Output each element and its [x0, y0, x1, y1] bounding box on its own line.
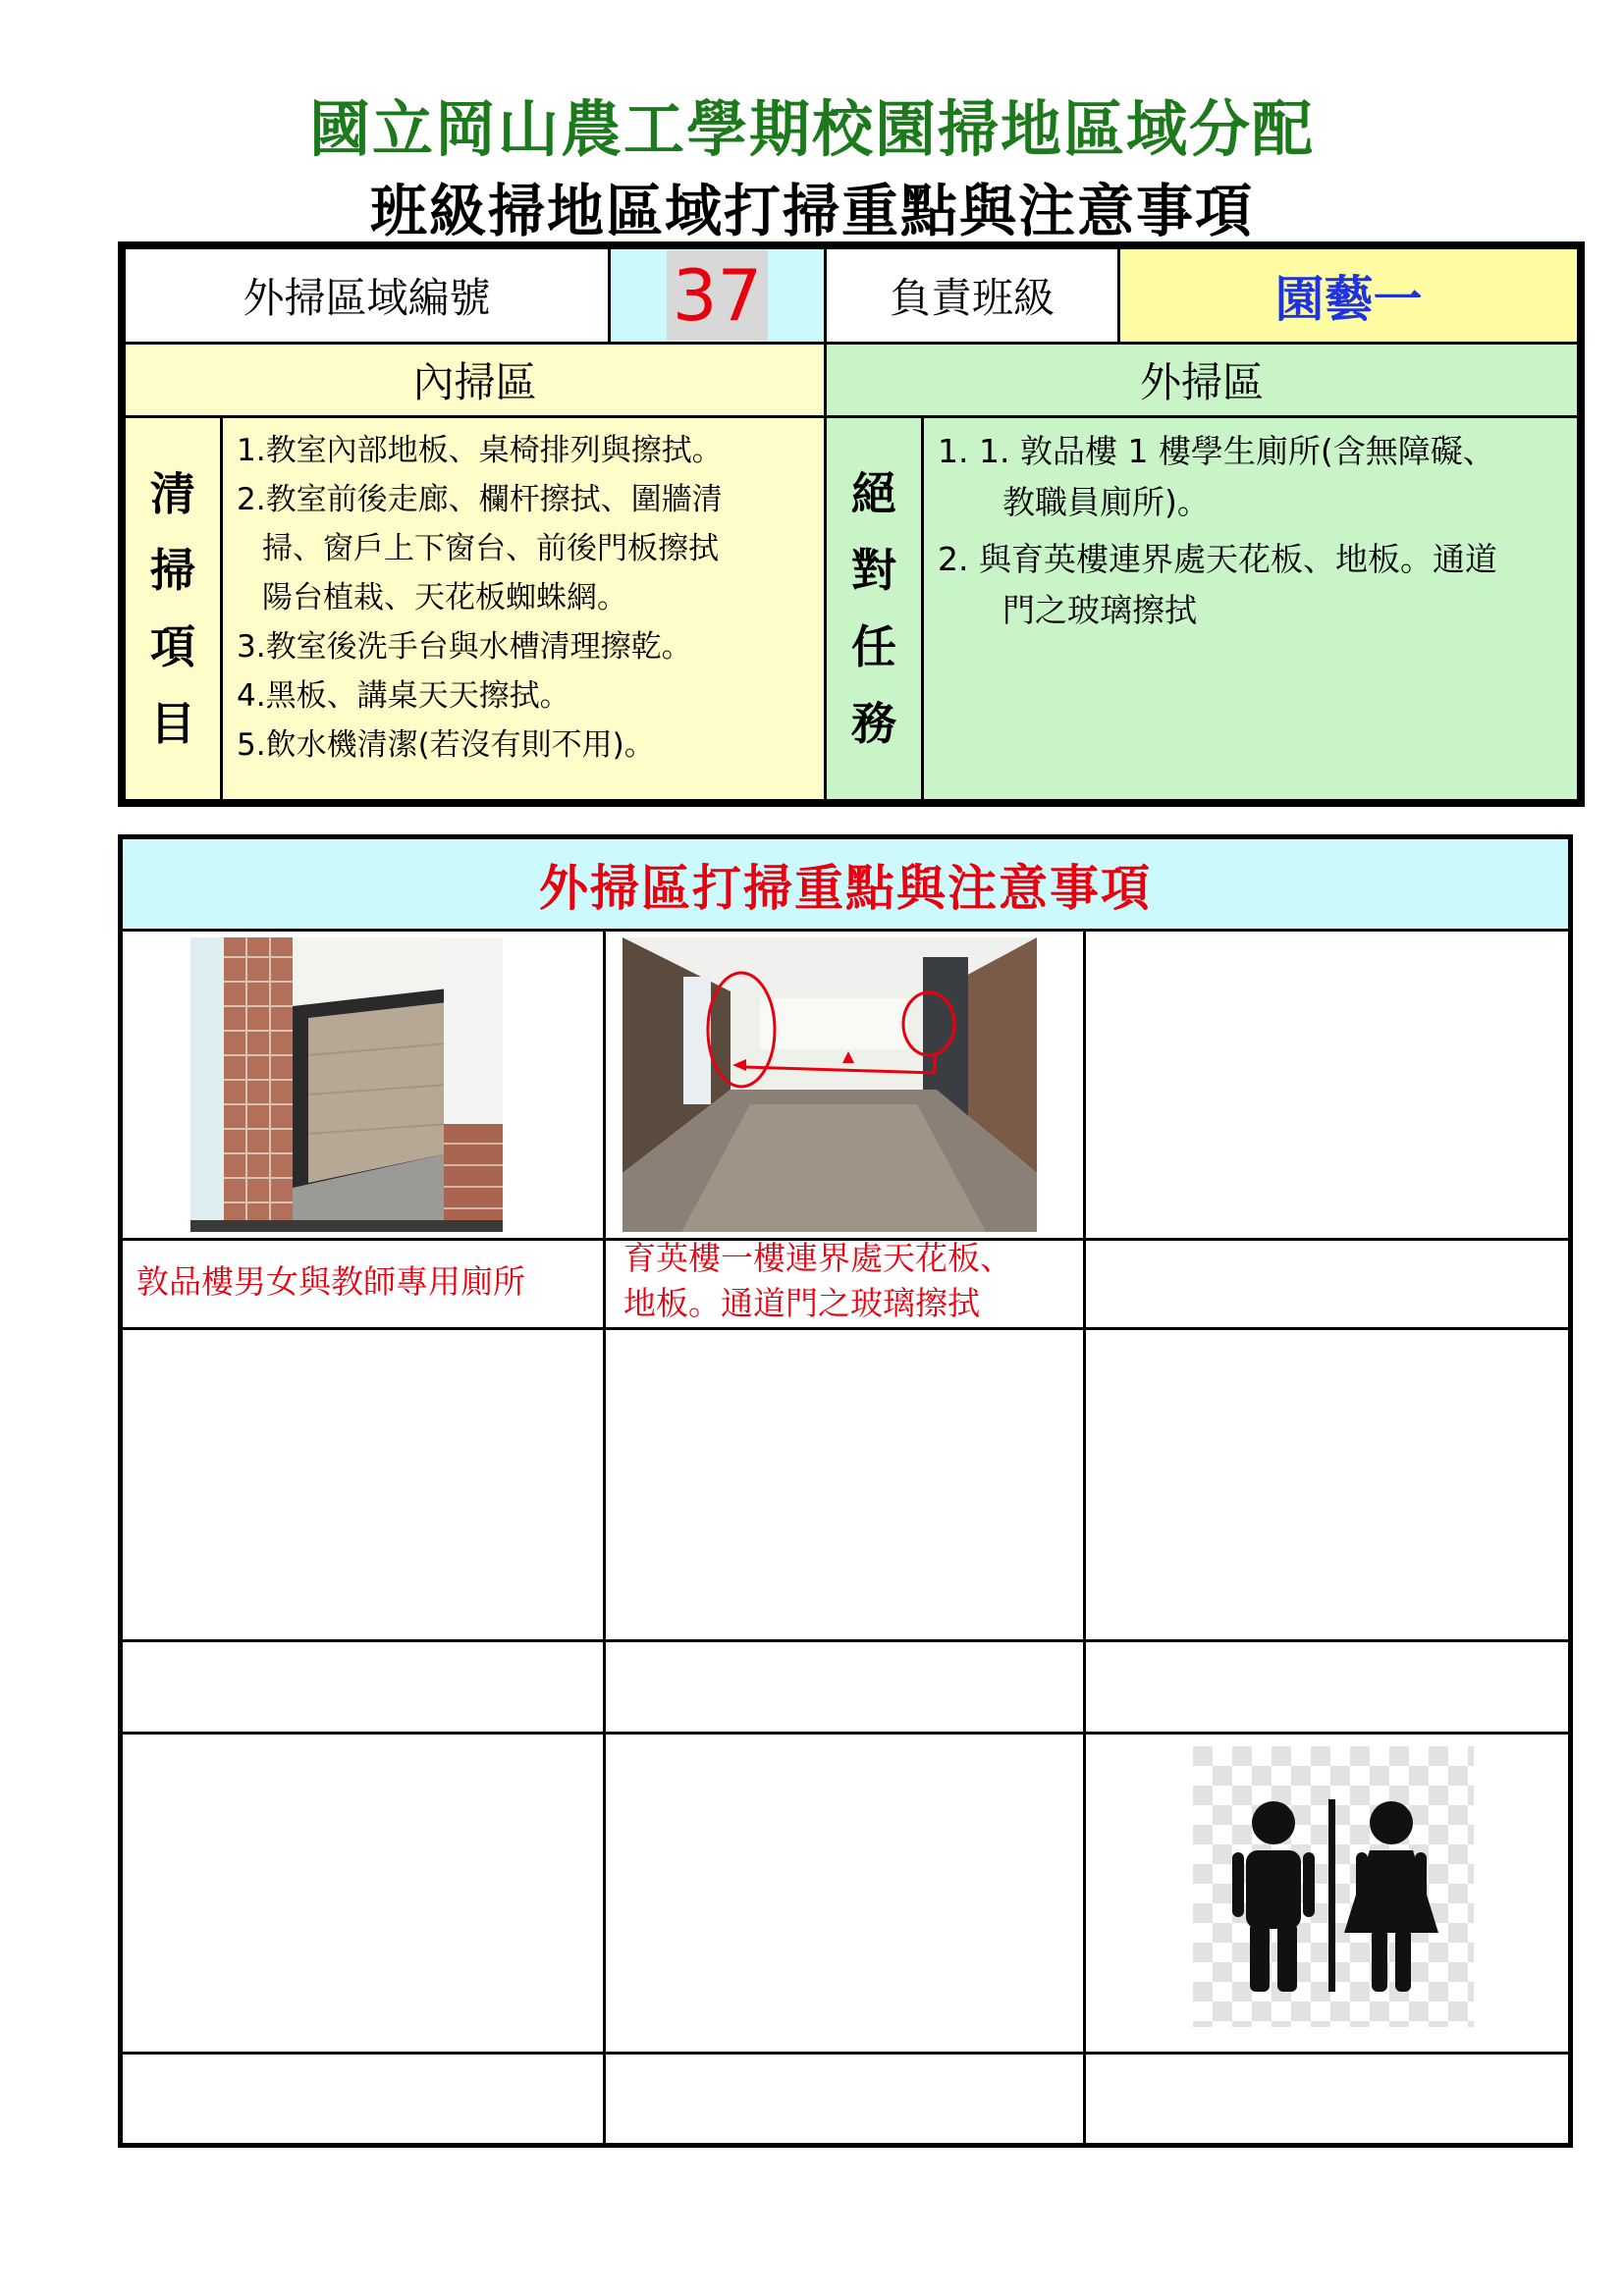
outer-items-cell — [921, 415, 1580, 802]
list-item: 5.飲水機清潔(若沒有則不用)。 — [237, 727, 655, 763]
class-label-cell — [824, 246, 1120, 345]
area-label: 外掃區域編號 — [243, 274, 491, 322]
focus-table — [118, 834, 1573, 2148]
class-name: 園藝一 — [1274, 271, 1423, 328]
list-item: 3.教室後洗手台與水槽清理擦乾。 — [237, 629, 692, 665]
inner-area-heading-cell — [123, 342, 827, 418]
area-label-cell — [123, 246, 611, 345]
mandatory-tasks-label: 絕 對 任 務 — [824, 415, 924, 802]
list-item: 1.教室內部地板、桌椅排列與擦拭。 — [237, 433, 723, 468]
restroom-icon — [1193, 1746, 1474, 2027]
area-number-cell — [608, 246, 827, 345]
inner-items-list — [237, 426, 723, 770]
assignment-table — [118, 241, 1585, 807]
list-item: 陽台植栽、天花板蜘蛛網。 — [262, 580, 627, 615]
corridor-photo — [623, 937, 1037, 1232]
inner-items-cell — [220, 415, 827, 802]
list-item: 門之玻璃擦拭 — [1002, 591, 1197, 629]
list-item: 4.黑板、講桌天天擦拭。 — [237, 678, 570, 714]
list-item: 1. 1. 敦品樓 1 樓學生廁所(含無障礙、 — [938, 432, 1495, 470]
page-subtitle: 班級掃地區域打掃重點與注意事項 — [369, 178, 1254, 244]
focus-heading: 外掃區打掃重點與注意事項 — [123, 839, 1568, 932]
area-number: 37 — [667, 250, 769, 341]
list-item: 掃、窗戶上下窗台、前後門板擦拭 — [262, 531, 719, 566]
cleaning-items-label: 清 掃 項 目 — [123, 415, 223, 802]
class-label: 負責班級 — [889, 274, 1055, 322]
outer-area-heading: 外掃區 — [1139, 358, 1264, 406]
caption-corridor-line2: 地板。通道門之玻璃擦拭 — [623, 1284, 980, 1322]
restroom-entrance-photo — [190, 937, 503, 1232]
list-item: 2.教室前後走廊、欄杆擦拭、圍牆清 — [237, 482, 723, 517]
list-item: 教職員廁所)。 — [1002, 483, 1210, 521]
inner-area-heading: 內掃區 — [412, 358, 537, 406]
class-name-cell — [1117, 246, 1580, 345]
caption-restroom: 敦品樓男女與教師專用廁所 — [136, 1262, 525, 1301]
outer-area-heading-cell — [824, 342, 1580, 418]
outer-items-list — [938, 426, 1497, 636]
page-title: 國立岡山農工學期校園掃地區域分配 — [308, 93, 1315, 165]
list-item: 2. 與育英樓連界處天花板、地板。通道 — [938, 540, 1497, 578]
caption-corridor-line1: 育英樓一樓連界處天花板、 — [623, 1239, 1012, 1277]
